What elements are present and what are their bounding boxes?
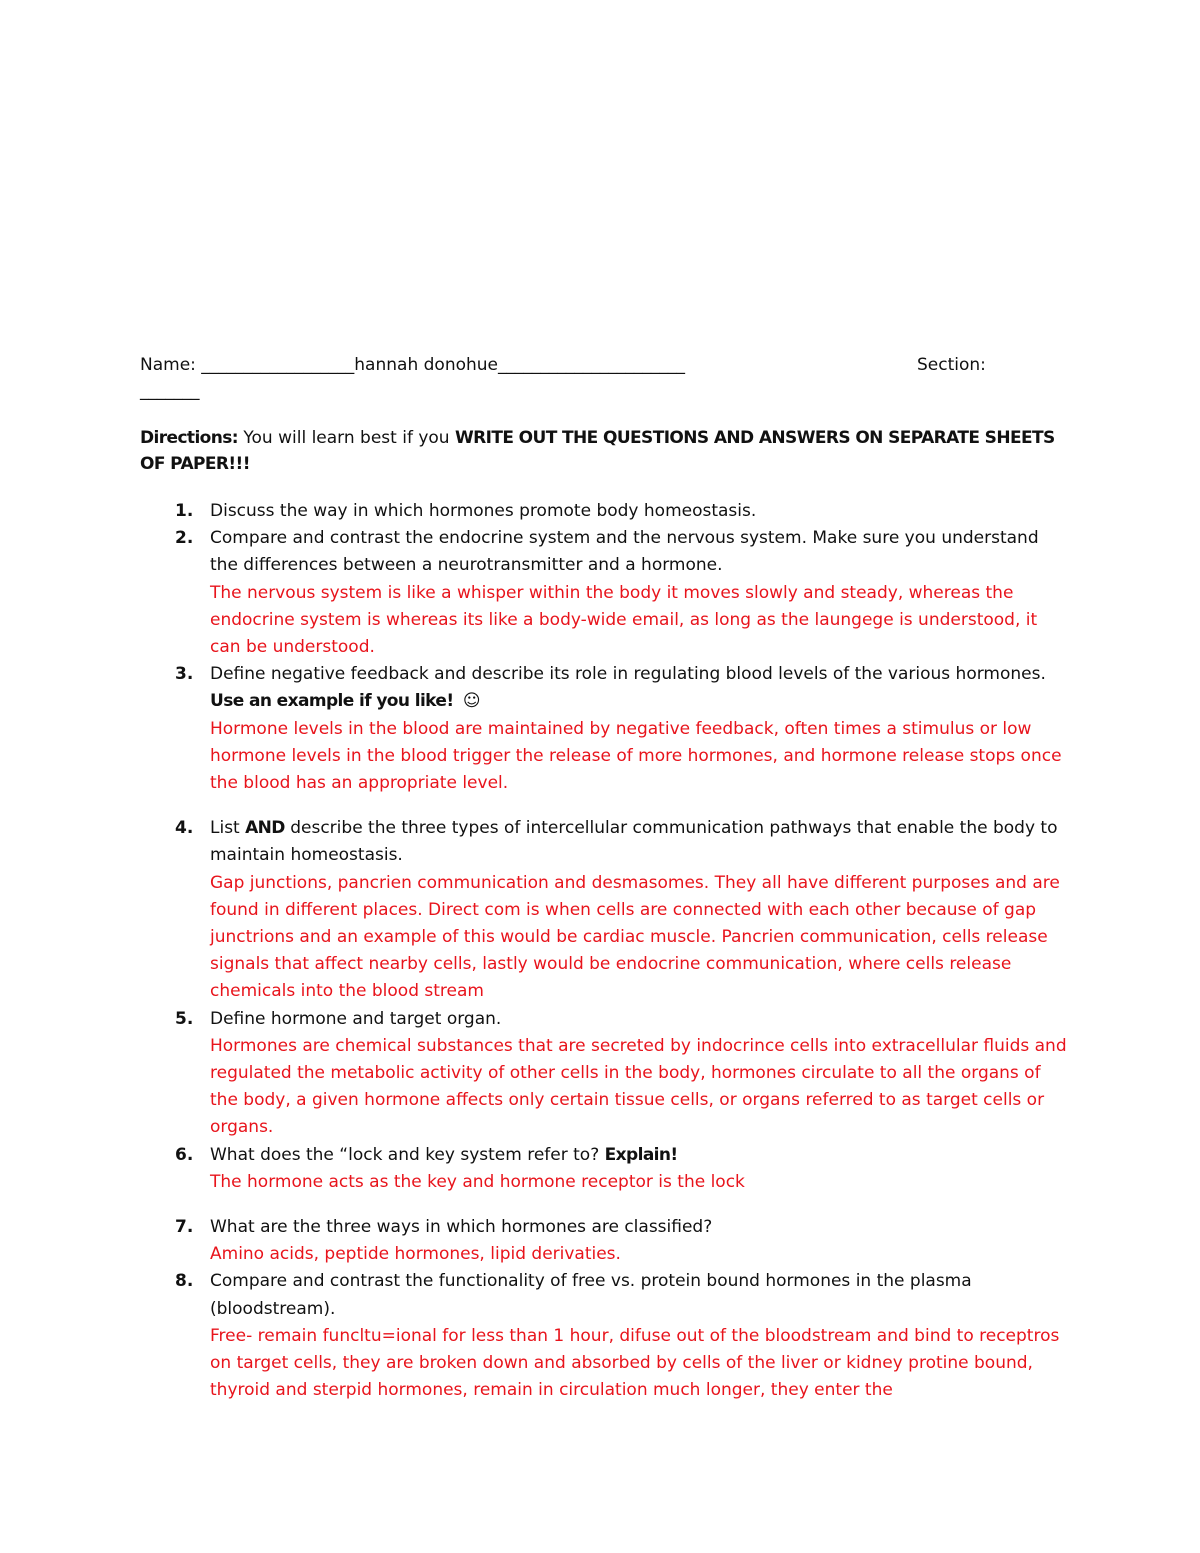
directions-text: You will learn best if you bbox=[237, 428, 455, 448]
question-number: 5. bbox=[175, 1008, 194, 1029]
question-number: 4. bbox=[175, 818, 194, 839]
smiley-icon: ☺ bbox=[462, 691, 481, 712]
question-text: Compare and contrast the functionality of free vs. protein bound hormones in the plasma (bloodstream). bbox=[210, 1271, 972, 1319]
question-emphasis: Explain! bbox=[604, 1144, 678, 1165]
section-blank: _______ bbox=[140, 381, 200, 401]
spacer bbox=[140, 1196, 1070, 1214]
question-8 bbox=[140, 1268, 1070, 1404]
directions-emphasis: WRITE OUT THE QUESTIONS AND ANSWERS ON SEPARATE SHEETS OF PAPER!!! bbox=[140, 428, 1055, 474]
spacer bbox=[140, 797, 1070, 815]
question-number: 6. bbox=[175, 1144, 194, 1165]
answer-text: The nervous system is like a whisper within the body it moves slowly and steady, whereas the endocrine system is whereas its like a body-wide email, as long as the laungege is understood, it can be understood. bbox=[210, 582, 1038, 658]
question-6 bbox=[140, 1142, 1070, 1196]
question-text-post: describe the three types of intercellular communication pathways that enable the body to maintain homeostasis. bbox=[210, 818, 1058, 866]
question-number: 7. bbox=[175, 1217, 194, 1238]
directions-label: Directions: bbox=[140, 428, 238, 448]
question-number: 2. bbox=[175, 528, 194, 549]
question-5 bbox=[140, 1006, 1070, 1142]
answer-text: Amino acids, peptide hormones, lipid derivaties. bbox=[210, 1244, 621, 1265]
section-label: Section: bbox=[917, 355, 986, 375]
answer-text: Hormone levels in the blood are maintained by negative feedback, often times a stimulus or low hormone levels in the blood trigger the release of more hormones, and hormone release stops once the blood has an appropriate level. bbox=[210, 718, 1062, 794]
question-text: Define negative feedback and describe its role in regulating blood levels of the various hormones. bbox=[210, 664, 1046, 685]
question-emphasis: AND bbox=[245, 818, 285, 839]
directions bbox=[140, 425, 1070, 477]
question-bold-line bbox=[210, 688, 1070, 715]
header-line bbox=[140, 355, 1060, 379]
question-text-main: What does the “lock and key system refer to? bbox=[210, 1144, 605, 1165]
answer-text: Free- remain funcltu=ional for less than 1 hour, difuse out of the bloodstream and bind to receptros on target cells, they are broken down and absorbed by cells of the liver or kidney protine bound, thyroid and sterpid hormones, remain in circulation much longer, they enter the bbox=[210, 1325, 1060, 1401]
question-7 bbox=[140, 1214, 1070, 1268]
question-number: 8. bbox=[175, 1271, 194, 1292]
question-text-pre: List bbox=[210, 818, 246, 839]
question-number: 3. bbox=[175, 664, 194, 685]
question-4 bbox=[140, 815, 1070, 1005]
question-text bbox=[210, 815, 1070, 869]
question-text: Discuss the way in which hormones promote body homeostasis. bbox=[210, 501, 757, 521]
question-text: Compare and contrast the endocrine system and the nervous system. Make sure you understand the differences between a neurotransmitter and a hormone. bbox=[210, 528, 1039, 576]
name-field: Name: __________________hannah donohue______________________ bbox=[140, 355, 685, 375]
question-number: 1. bbox=[175, 501, 194, 521]
question-1 bbox=[140, 498, 1070, 525]
question-text: Define hormone and target organ. bbox=[210, 1008, 502, 1029]
question-2 bbox=[140, 525, 1070, 661]
question-list bbox=[140, 498, 1070, 1405]
answer-text: The hormone acts as the key and hormone receptor is the lock bbox=[210, 1171, 745, 1192]
question-text bbox=[210, 1142, 1070, 1169]
answer-text: Hormones are chemical substances that are secreted by indocrince cells into extracellular fluids and regulated the metabolic activity of other cells in the body, hormones circulate to all the organs of the body, a given hormone affects only certain tissue cells, or organs referred to as target cells or organs. bbox=[210, 1035, 1067, 1138]
question-emphasis: Use an example if you like! bbox=[210, 691, 459, 712]
question-text: What are the three ways in which hormones are classified? bbox=[210, 1217, 713, 1238]
question-3 bbox=[140, 661, 1070, 797]
answer-text: Gap junctions, pancrien communication and desmasomes. They all have different purposes and are found in different places. Direct com is when cells are connected with each other because of gap junctrions and an example of this would be cardiac muscle. Pancrien communication, cells release signals that affect nearby cells, lastly would be endocrine communication, where cells release chemicals into the blood stream bbox=[210, 872, 1060, 1002]
